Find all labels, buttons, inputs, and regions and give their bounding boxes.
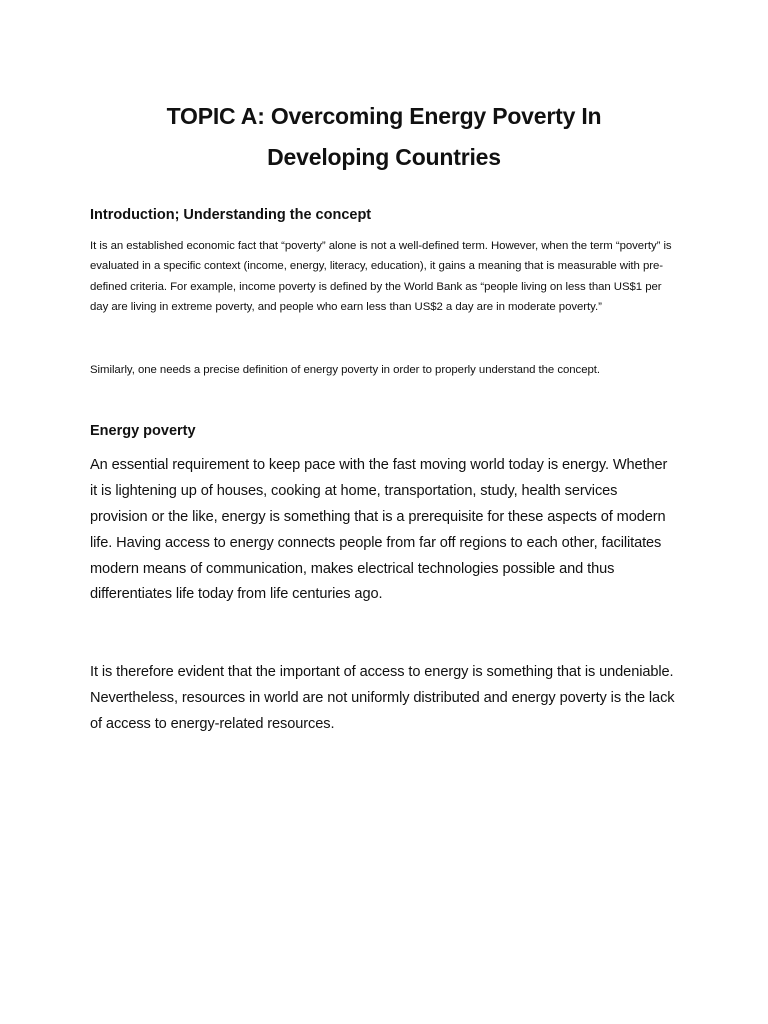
paragraph-intro-2: Similarly, one needs a precise definition of energy poverty in order to properly understand the concept. <box>90 364 600 377</box>
section-heading-energy-poverty: Energy poverty <box>90 423 196 440</box>
document-title <box>90 0 678 178</box>
section-energy-poverty <box>90 421 678 737</box>
title-line-1: TOPIC A: Overcoming Energy Poverty In <box>166 103 602 129</box>
title-line-2: Developing Countries <box>267 144 501 170</box>
section-introduction <box>90 205 678 380</box>
section-heading-introduction: Introduction; Understanding the concept <box>90 207 372 223</box>
paragraph-intro-1: It is an established economic fact that “poverty” alone is not a well-defined term. However, when the term “poverty” is evaluated in a specific context (income, energy, literacy, education), it gains a meaning that is measurable with pre-defined criteria. For example, income poverty is defined by the World Bank as “people living on less than US$1 per day are living in extreme poverty, and people who earn less than US$2 a day are in moderate poverty.” <box>90 240 672 313</box>
paragraph-energy-2: It is therefore evident that the important of access to energy is something that is undeniable. Nevertheless, resources in world are not uniformly distributed and energy poverty is the lack of access to energy-related resources. <box>90 664 675 732</box>
paragraph-energy-1: An essential requirement to keep pace with the fast moving world today is energy. Whether it is lightening up of houses, cooking at home, transportation, study, health services provision or the like, energy is something that is a prerequisite for these aspects of modern life. Having access to energy connects people from far off regions to each other, facilitates modern means of communication, makes electrical technologies possible and thus differentiates life today from life centuries ago. <box>90 457 668 603</box>
